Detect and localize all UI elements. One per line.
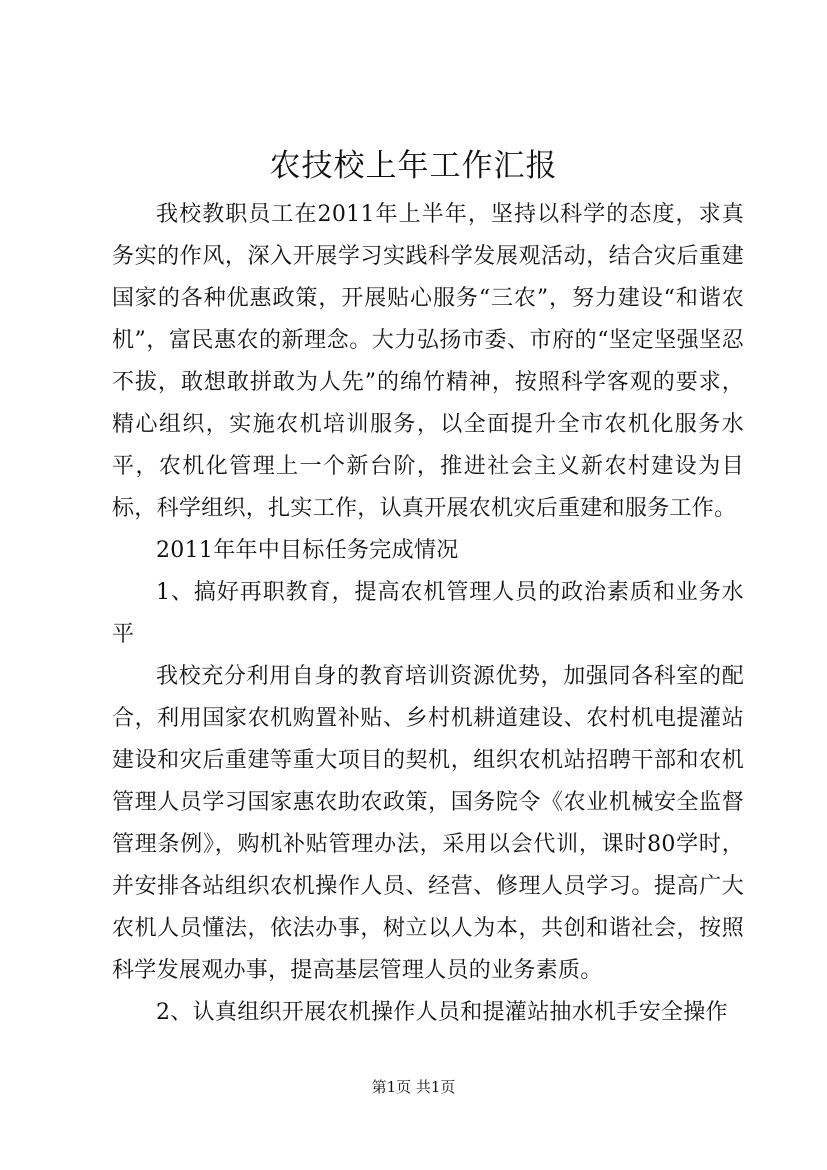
document-title: 农技校上年工作汇报 [269,148,558,184]
paragraph-intro: 我校教职员工在2011年上半年，坚持以科学的态度，求真务实的作风，深入开展学习实践科学发展观活动，结合灾后重建国家的各种优惠政策，开展贴心服务“三农”，努力建设“和谐农机”，富民惠农的新理念。大力弘扬市委、市府的“坚定坚强坚忍不拔，敢想敢拼敢为人先”的绵竹精神，按照科学客观的要求，精心组织，实施农机培训服务，以全面提升全市农机化服务水平，农机化管理上一个新台阶，推进社会主义新农村建设为目标，科学组织，扎实工作，认真开展农机灾后重建和服务工作。 [112,202,744,521]
paragraph-item-2-heading: 2、认真组织开展农机操作人员和提灌站抽水机手安全操作 [156,1000,728,1025]
page-footer: 第1页 共1页 [371,1078,456,1096]
paragraph-item-1-body: 我校充分利用自身的教育培训资源优势，加强同各科室的配合，利用国家农机购置补贴、乡村机耕道建设、农村机电提灌站建设和灾后重建等重大项目的契机，组织农机站招聘干部和农机管理人员学习国家惠农助农政策，国务院令《农业机械安全监督管理条例》，购机补贴管理办法，采用以会代训，课时80学时，并安排各站组织农机操作人员、经营、修理人员学习。提高广大农机人员懂法，依法办事，树立以人为本，共创和谐社会，按照科学发展观办事，提高基层管理人员的业务素质。 [112,664,744,983]
document-body [112,194,744,1034]
paragraph-section-heading: 2011年年中目标任务完成情况 [156,538,459,563]
paragraph-item-1-heading: 1、搞好再职教育，提高农机管理人员的政治素质和业务水平 [112,580,744,647]
